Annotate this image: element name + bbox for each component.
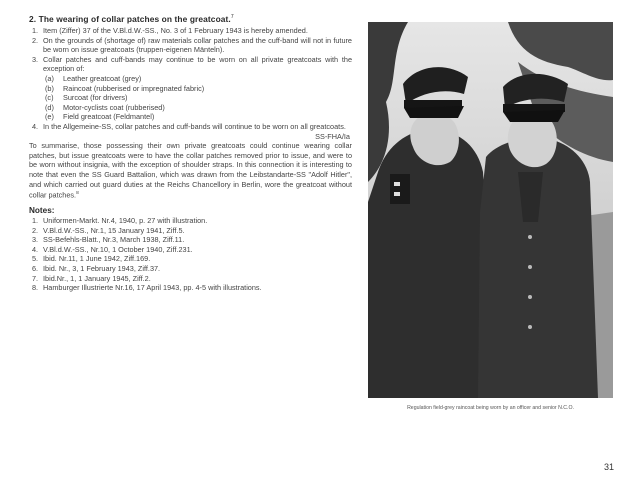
note-text: SS-Befehls-Blatt., Nr.3, March 1938, Ziff.11. [43,235,185,245]
note-item [29,254,352,264]
signoff: SS-FHA/Ia [315,131,350,141]
list-item [29,55,352,74]
note-text: Ibid. Nr., 3, 1 February 1943, Ziff.37. [43,264,161,274]
page-number: 31 [604,462,615,472]
note-number: 7. [32,273,39,283]
note-text: V.Bl.d.W.-SS., Nr.10, 1 October 1940, Ziff.231. [43,244,193,254]
note-item [29,235,352,245]
item-text: On the grounds of (shortage of) raw materials collar patches and the cuff-band will not in future be worn on issue greatcoats (truppen-eigenen Mänteln). [43,35,352,55]
list-item [29,36,352,55]
note-item [29,264,352,274]
section-heading [29,14,352,24]
item-number: 4. [32,121,39,131]
item-text: Item (Ziffer) 37 of the V.Bl.d.W.-SS., No. 3 of 1 February 1943 is hereby amended. [43,26,308,35]
text-column [29,14,352,293]
summary-text: To summarise, those possessing their own private greatcoats could continue wearing collar patches, but issue greatcoats were to have the collar patches removed prior to issue, and were to be worn without insignia, with the exception of shoulder straps. In this connection it is interesting to note that even the SS Guard Battalion, which was drawn from the Leibstandarte-SS "Adolf Hitler", and which carried out guard duties at the Reichs Chancellory in Berlin, wore the greatcoat without collar patches. [29,141,352,200]
sub-item-label: (a) [45,73,54,83]
item-text: Collar patches and cuff-bands may continue to be worn on all private greatcoats with the exception of: [43,54,352,74]
sub-item-text: Motor-cyclists coat (rubberised) [63,102,165,112]
note-text: V.Bl.d.W.-SS., Nr.1, 15 January 1941, Ziff.5. [43,225,185,235]
note-text: Ibid.Nr., 1, 1 January 1945, Ziff.2. [43,273,151,283]
note-item [29,274,352,284]
summary-paragraph [29,141,352,200]
sub-item [29,93,352,103]
sub-item [29,103,352,113]
sub-item-text: Surcoat (for drivers) [63,93,128,103]
note-number: 2. [32,225,39,235]
item-number: 2. [32,35,39,45]
note-number: 1. [32,216,39,226]
note-number: 3. [32,235,39,245]
note-number: 8. [32,283,39,293]
note-item [29,216,352,226]
sub-item-text: Leather greatcoat (grey) [63,73,142,83]
sub-item-label: (e) [45,112,54,122]
historical-photograph [368,22,613,398]
item-text: In the Allgemeine-SS, collar patches and cuff-bands will continue to be worn on all greatcoats. [43,121,346,131]
list-item [29,122,352,132]
section-heading-text: 2. The wearing of collar patches on the greatcoat. [29,14,231,24]
list-item [29,26,352,36]
sub-item [29,112,352,122]
note-item [29,283,352,293]
note-item [29,226,352,236]
note-number: 4. [32,244,39,254]
note-number: 6. [32,264,39,274]
sub-item-text: Raincoat (rubberised or impregnated fabric) [63,83,205,93]
sub-item-label: (c) [45,93,54,103]
photo-illustration [368,22,613,398]
note-item [29,245,352,255]
note-text: Ibid. Nr.11, 1 June 1942, Ziff.169. [43,254,151,264]
sub-item-label: (d) [45,102,54,112]
sub-item-label: (b) [45,83,54,93]
item-number: 3. [32,54,39,64]
item-number: 1. [32,26,39,35]
sub-item-text: Field greatcoat (Feldmantel) [63,112,155,122]
note-text: Uniformen-Markt. Nr.4, 1940, p. 27 with illustration. [43,216,208,226]
footnote-ref: 7 [230,14,234,21]
sub-item [29,84,352,94]
footnote-ref: 8 [76,191,79,197]
sub-item [29,74,352,84]
notes-title: Notes: [29,206,55,216]
note-text: Hamburger Illustrierte Nr.16, 17 April 1943, pp. 4-5 with illustrations. [43,283,262,293]
note-number: 5. [32,254,39,264]
photo-caption: Regulation field-grey raincoat being worn by an officer and senior N.C.O. [407,405,574,411]
